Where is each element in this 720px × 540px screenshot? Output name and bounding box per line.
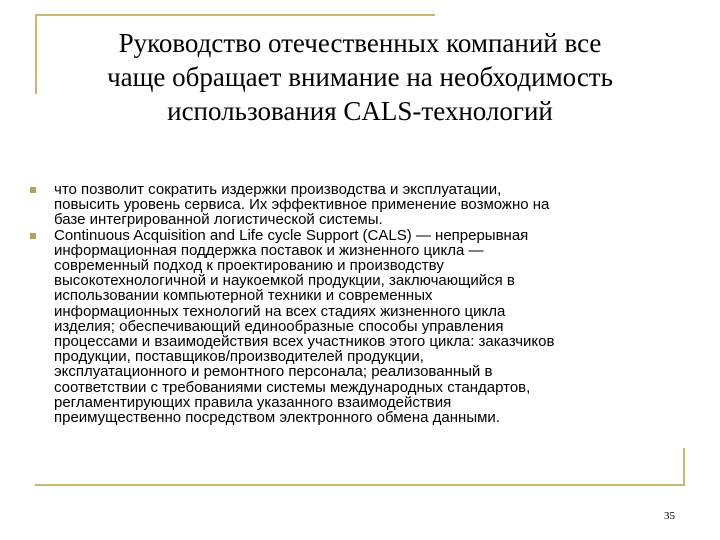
bullet-text-line: регламентирующих правила указанного взаимодействия (54, 393, 452, 411)
bullet-text-line: эксплуатационного и ремонтного персонала; реализованный в (54, 363, 493, 381)
bullet-text-line: современный подход к проектированию и производству (54, 257, 444, 275)
bullet-text-line: информационных технологий на всех стадиях жизненного цикла (54, 302, 506, 320)
bullet-item (30, 182, 692, 228)
bullet-item (30, 228, 692, 426)
slide-title (30, 26, 690, 128)
bottom-vertical-rule (683, 448, 685, 486)
bullet-text-line: соответствии с требованиями системы международных стандартов, (54, 378, 531, 396)
bullet-text-line: преимущественно посредством электронного обмена данными. (54, 409, 500, 427)
title-line: чаще обращает внимание на необходимость (107, 62, 613, 92)
bullet-text-line: высокотехнологичной и наукоемкой продукции, заключающийся в (54, 272, 515, 290)
bullet-text-line: использовании компьютерной техники и современных (54, 287, 433, 305)
bullet-text-line: базе интегрированной логистической системы. (54, 211, 383, 229)
bullet-list (30, 182, 692, 425)
page-number: 35 (664, 510, 675, 522)
bullet-text-line: что позволит сократить издержки производства и эксплуатации, (54, 181, 502, 198)
title-line: Руководство отечественных компаний все (118, 28, 602, 58)
square-bullet-icon (30, 187, 36, 193)
bullet-text-line: информационная поддержка поставок и жизненного цикла — (54, 241, 484, 259)
bullet-text-line: изделия; обеспечивающий единообразные способы управления (54, 317, 504, 335)
bullet-text-line: продукции, поставщиков/производителей продукции, (54, 348, 424, 366)
title-line: использования CALS-технологий (167, 96, 553, 126)
bottom-horizontal-rule (35, 484, 685, 486)
bullet-text-line: Continuous Acquisition and Life cycle Support (CALS) — непрерывная (54, 226, 529, 244)
top-horizontal-rule (35, 14, 435, 16)
bullet-text-line: процессами и взаимодействия всех участников этого цикла: заказчиков (54, 333, 555, 351)
square-bullet-icon (30, 233, 36, 239)
bullet-text-line: повысить уровень сервиса. Их эффективное применение возможно на (54, 196, 550, 214)
